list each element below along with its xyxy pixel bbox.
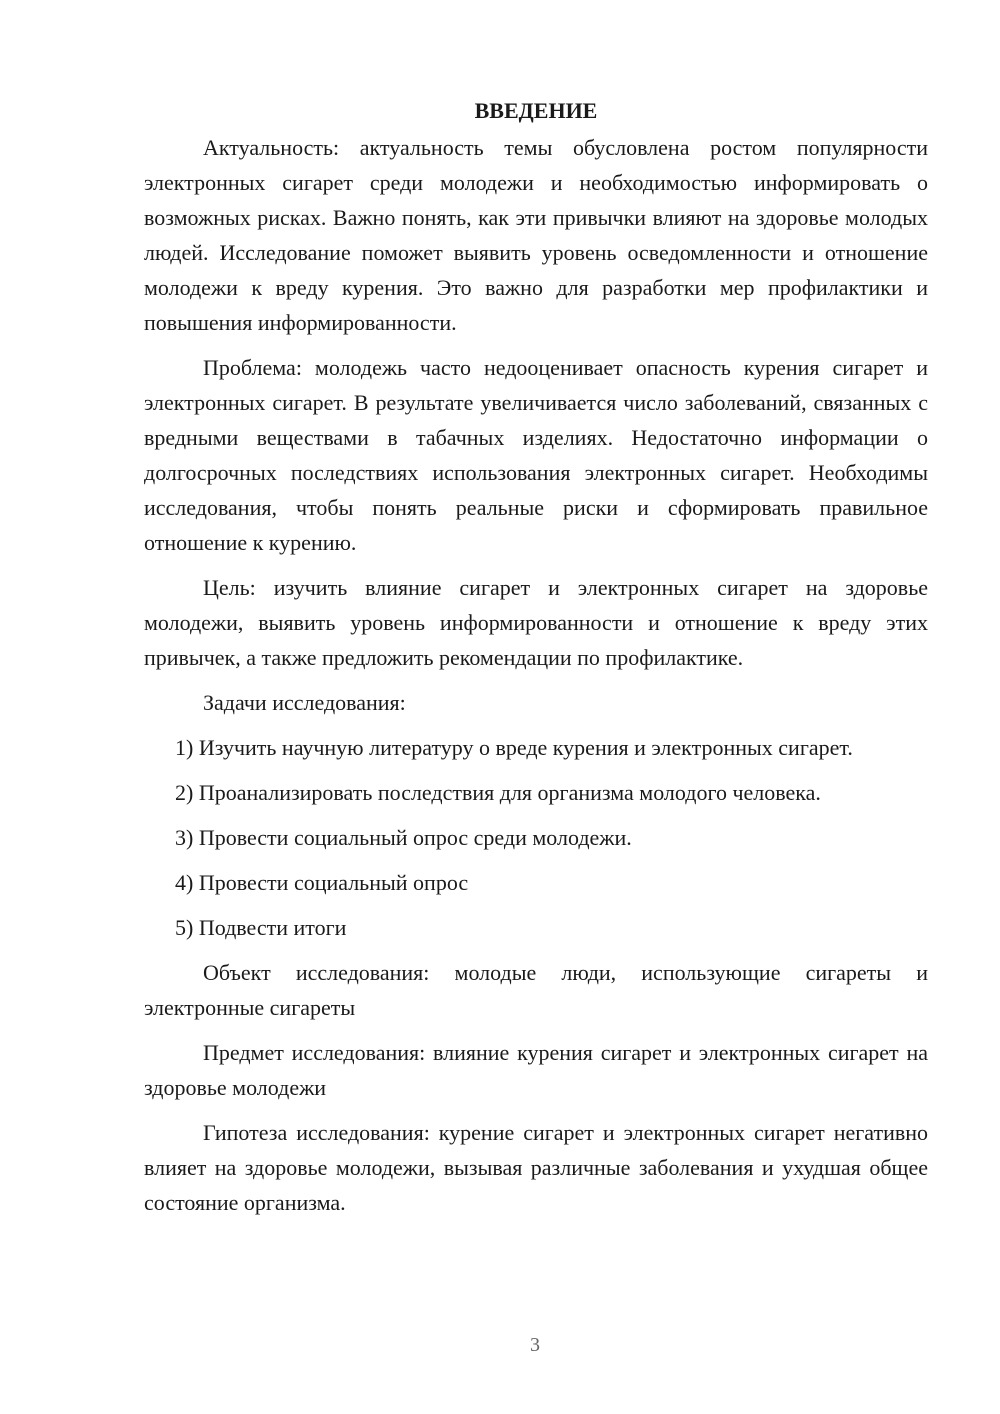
hypothesis-paragraph: Гипотеза исследования: курение сигарет и электронных сигарет негативно влияет на здоровье молодежи, вызывая различные заболевания и ухудшая общее состояние организма.: [144, 1120, 928, 1215]
object-paragraph: Объект исследования: молодые люди, использующие сигареты и электронные сигареты: [144, 960, 928, 1020]
goal-paragraph: Цель: изучить влияние сигарет и электронных сигарет на здоровье молодежи, выявить уровень информированности и отношение к вреду этих привычек, а также предложить рекомендации по профилактике.: [144, 575, 928, 670]
tasks-heading: Задачи исследования:: [203, 690, 406, 715]
page-number: 3: [530, 1334, 540, 1356]
task-item-5: 5) Подвести итоги: [175, 915, 347, 940]
task-item-4: 4) Провести социальный опрос: [175, 870, 469, 895]
document-page: [144, 96, 928, 1230]
task-item-1: 1) Изучить научную литературу о вреде курения и электронных сигарет.: [175, 735, 853, 760]
problem-paragraph: Проблема: молодежь часто недооценивает опасность курения сигарет и электронных сигарет. В результате увеличивается число заболеваний, связанных с вредными веществами в табачных изделиях. Недостаточно информации о долгосрочных последствиях использования электронных сигарет. Необходимы исследования, чтобы понять реальные риски и сформировать правильное отношение к курению.: [144, 355, 928, 555]
task-item-3: 3) Провести социальный опрос среди молодежи.: [175, 825, 632, 850]
page-title: ВВЕДЕНИЕ: [474, 98, 598, 123]
subject-paragraph: Предмет исследования: влияние курения сигарет и электронных сигарет на здоровье молодежи: [144, 1040, 928, 1100]
task-item-2: 2) Проанализировать последствия для организма молодого человека.: [175, 780, 821, 805]
relevance-paragraph: Актуальность: актуальность темы обусловлена ростом популярности электронных сигарет среди молодежи и необходимостью информировать о возможных рисках. Важно понять, как эти привычки влияют на здоровье молодых людей. Исследование поможет выявить уровень осведомленности и отношение молодежи к вреду курения. Это важно для разработки мер профилактики и повышения информированности.: [144, 135, 928, 335]
